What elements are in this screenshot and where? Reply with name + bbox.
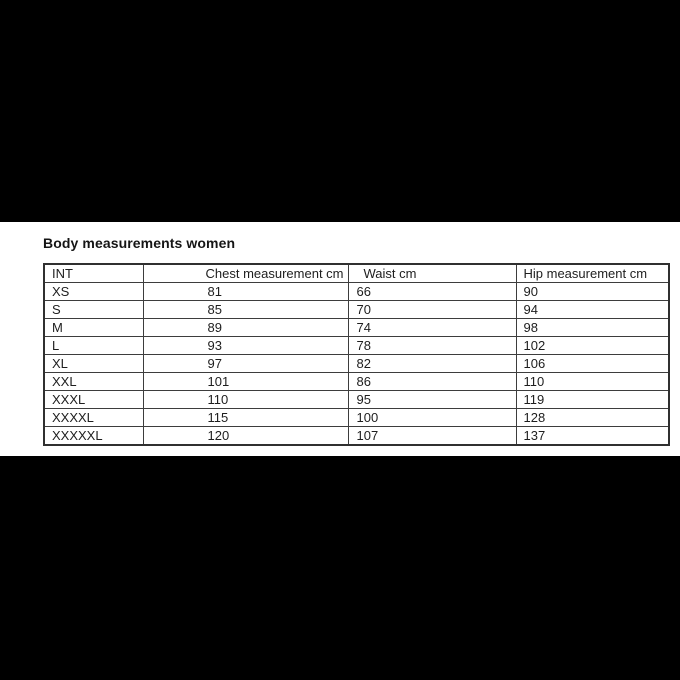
cell-hip: 102 xyxy=(516,337,669,355)
cell-waist: 107 xyxy=(348,427,516,446)
table-row xyxy=(44,337,669,355)
cell-waist: 95 xyxy=(348,391,516,409)
cell-waist: 82 xyxy=(348,355,516,373)
cell-chest: 97 xyxy=(143,355,348,373)
table-row xyxy=(44,319,669,337)
table-row xyxy=(44,355,669,373)
cell-waist: 78 xyxy=(348,337,516,355)
table-body xyxy=(44,283,669,446)
cell-chest: 93 xyxy=(143,337,348,355)
cell-chest: 81 xyxy=(143,283,348,301)
cell-hip: 90 xyxy=(516,283,669,301)
cell-hip: 110 xyxy=(516,373,669,391)
col-header-chest: Chest measurement cm xyxy=(143,264,348,283)
table-row xyxy=(44,409,669,427)
col-header-int: INT xyxy=(44,264,143,283)
cell-chest: 120 xyxy=(143,427,348,446)
cell-int: XL xyxy=(44,355,143,373)
cell-int: XXL xyxy=(44,373,143,391)
cell-int: XS xyxy=(44,283,143,301)
cell-int: XXXL xyxy=(44,391,143,409)
bottom-black-band xyxy=(0,456,680,680)
cell-chest: 89 xyxy=(143,319,348,337)
cell-waist: 70 xyxy=(348,301,516,319)
cell-int: L xyxy=(44,337,143,355)
table-row xyxy=(44,427,669,446)
cell-chest: 110 xyxy=(143,391,348,409)
cell-hip: 128 xyxy=(516,409,669,427)
table-header-row xyxy=(44,264,669,283)
cell-hip: 137 xyxy=(516,427,669,446)
body-measurements-table xyxy=(43,263,670,446)
cell-hip: 98 xyxy=(516,319,669,337)
cell-int: XXXXL xyxy=(44,409,143,427)
cell-int: M xyxy=(44,319,143,337)
cell-int: S xyxy=(44,301,143,319)
cell-waist: 66 xyxy=(348,283,516,301)
page-title: Body measurements women xyxy=(43,235,236,251)
table-row xyxy=(44,391,669,409)
cell-chest: 85 xyxy=(143,301,348,319)
cell-waist: 74 xyxy=(348,319,516,337)
cell-waist: 100 xyxy=(348,409,516,427)
table-row xyxy=(44,373,669,391)
cell-waist: 86 xyxy=(348,373,516,391)
cell-hip: 119 xyxy=(516,391,669,409)
cell-chest: 101 xyxy=(143,373,348,391)
cell-int: XXXXXL xyxy=(44,427,143,446)
cell-chest: 115 xyxy=(143,409,348,427)
cell-hip: 106 xyxy=(516,355,669,373)
col-header-hip: Hip measurement cm xyxy=(516,264,669,283)
col-header-waist: Waist cm xyxy=(348,264,516,283)
top-black-band xyxy=(0,0,680,222)
table-row xyxy=(44,301,669,319)
table-row xyxy=(44,283,669,301)
cell-hip: 94 xyxy=(516,301,669,319)
